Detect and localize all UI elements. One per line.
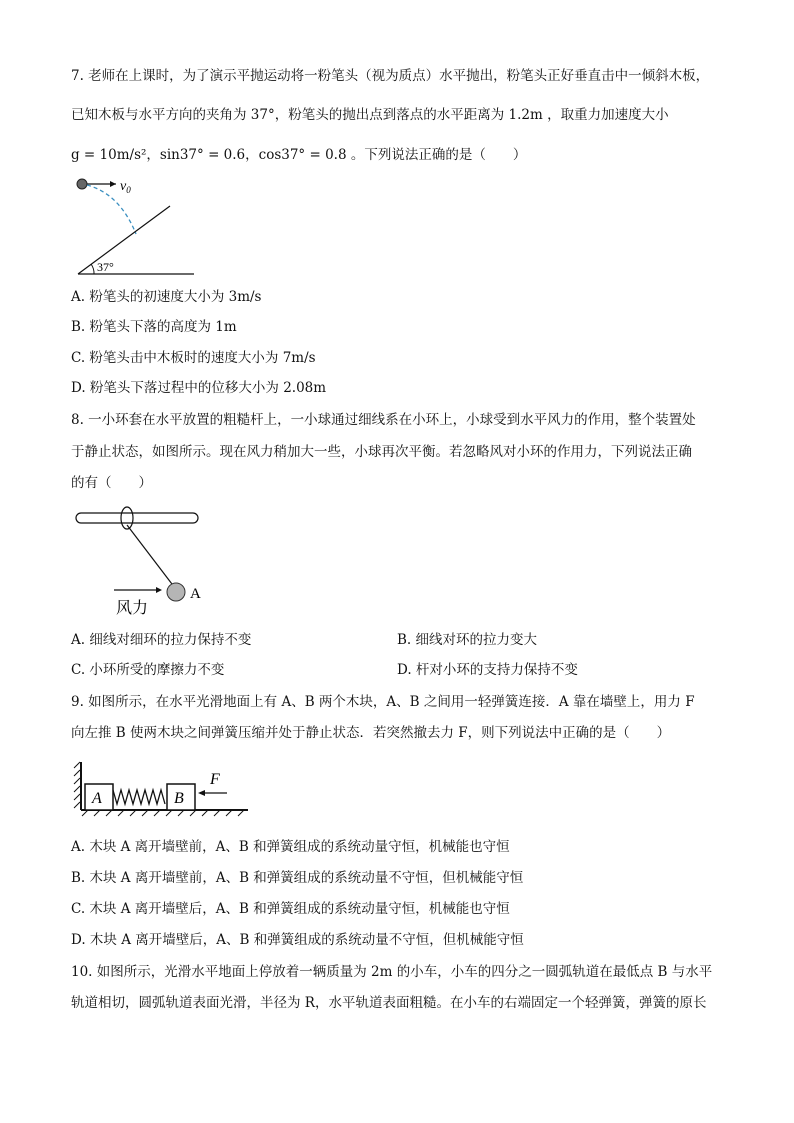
incline-board [78,206,170,274]
q8-ring-ball-figure [72,500,212,618]
q8-option-b[interactable]: B. 细线对环的拉力变大 [397,632,538,648]
q9-stem-line1: 9. 如图所示，在水平光滑地面上有 A、B 两个木块，A、B 之间用一轻弹簧连接．A 靠在墙壁上，用力 F [71,694,695,710]
q9-option-c[interactable]: C. 木块 A 离开墙壁后，A、B 和弹簧组成的系统动量守恒，机械能也守恒 [71,901,510,917]
q7-option-d[interactable]: D. 粉笔头下落过程中的位移大小为 2.08m [71,380,327,396]
q8-stem-line2: 于静止状态，如图所示。现在风力稍加大一些，小球再次平衡。若忽略风对小环的作用力，下列说法正确 [71,444,692,460]
q8-option-c[interactable]: C. 小环所受的摩擦力不变 [71,662,225,678]
force-label: F [210,771,220,788]
q7-stem-line1: 7. 老师在上课时，为了演示平抛运动将一粉笔头（视为质点）水平抛出，粉笔头正好垂直击中一倾斜木板， [71,68,710,84]
angle-label: 37° [97,260,114,274]
chalk-ball [77,179,87,189]
thin-string [127,525,175,588]
q7-stem-line2: 已知木板与水平方向的夹角为 37°，粉笔头的抛出点到落点的水平距离为 1.2m ，取重力加速度大小 [71,107,669,123]
q8-option-d[interactable]: D. 杆对小环的支持力保持不变 [397,662,578,678]
ball-label: A [190,586,201,602]
velocity-arrow [110,181,116,187]
svg-text:A: A [92,790,102,807]
force-arrow [198,790,205,796]
q7-option-c[interactable]: C. 粉笔头击中木板时的速度大小为 7m/s [71,350,316,366]
svg-text:B: B [174,790,184,807]
wind-label: 风力 [116,598,149,617]
q10-stem-line2: 轨道相切，圆弧轨道表面光滑，半径为 R，水平轨道表面粗糙。在小车的右端固定一个轻弹簧，弹簧的原长 [71,995,707,1011]
q7-projectile-figure [70,172,200,278]
spring [113,790,165,804]
q8-option-a[interactable]: A. 细线对细环的拉力保持不变 [71,632,252,648]
rough-rod [76,513,198,523]
q10-stem-line1: 10. 如图所示，光滑水平地面上停放着一辆质量为 2m 的小车，小车的四分之一圆弧轨道在最低点 B 与水平 [71,964,713,980]
q9-option-b[interactable]: B. 木块 A 离开墙壁前，A、B 和弹簧组成的系统动量不守恒，但机械能守恒 [71,870,524,886]
q9-stem-line2: 向左推 B 使两木块之间弹簧压缩并处于静止状态．若突然撤去力 F，则下列说法中正确的是（ ） [71,725,671,741]
q7-option-b[interactable]: B. 粉笔头下落的高度为 1m [71,319,237,335]
q9-blocks-spring-figure [72,760,252,820]
q9-option-a[interactable]: A. 木块 A 离开墙壁前，A、B 和弹簧组成的系统动量守恒，机械能也守恒 [71,839,510,855]
q8-stem-line1: 8. 一小环套在水平放置的粗糙杆上，一小球通过细线系在小环上，小球受到水平风力的作用，整个装置处 [71,412,696,428]
ball [167,583,185,601]
v0-label: $v_0$ [120,179,131,195]
q7-option-a[interactable]: A. 粉笔头的初速度大小为 3m/s [71,289,262,305]
wind-arrow [156,587,162,593]
q8-stem-line3: 的有（ ） [71,475,152,491]
q7-stem-line3: g = 10m/s²，sin37° = 0.6，cos37° = 0.8 。下列说法正确的是（ ） [71,147,527,163]
q9-option-d[interactable]: D. 木块 A 离开墙壁后，A、B 和弹簧组成的系统动量不守恒，但机械能守恒 [71,932,524,948]
